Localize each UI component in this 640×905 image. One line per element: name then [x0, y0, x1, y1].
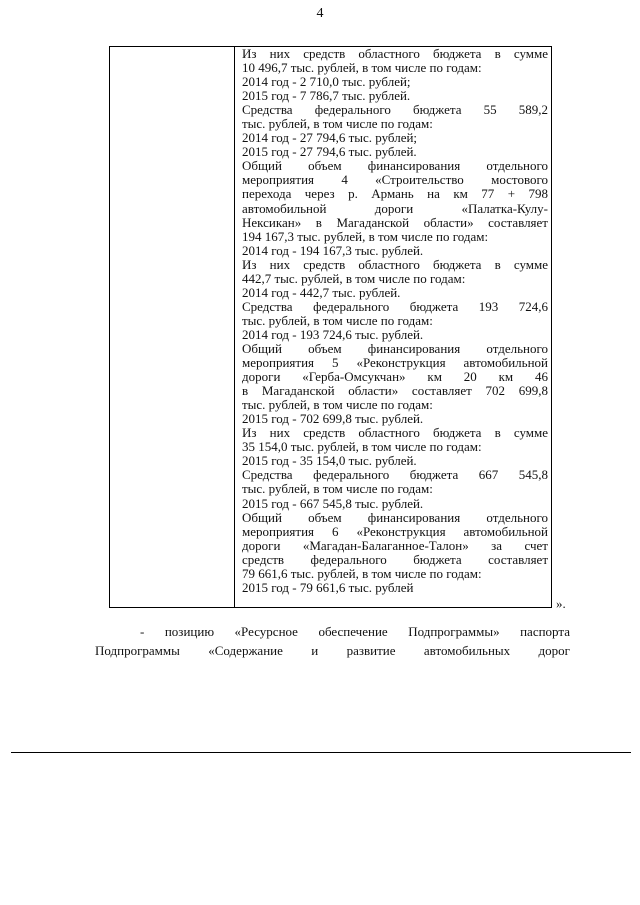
table-cell-line: 2015 год - 7 786,7 тыс. рублей. [242, 88, 411, 104]
table-cell-line: перехода через р. Армань на км 77 + 798 [242, 186, 548, 202]
table-cell-line: Общий объем финансирования отдельного [242, 509, 548, 525]
table-cell-line: Нексикан» в Магаданской области» составляет [242, 214, 548, 230]
table-cell-line: Из них средств областного бюджета в сумме [242, 425, 548, 441]
table-cell-line: Средства федерального бюджета 667 545,8 [242, 467, 548, 483]
table-cell-line: дороги «Герба-Омсукчан» км 20 км 46 [242, 369, 548, 385]
paragraph-line-1: - позицию «Ресурсное обеспечение Подпрограммы» паспорта [140, 624, 570, 639]
resource-table [109, 46, 552, 608]
table-cell-line: 79 661,6 тыс. рублей, в том числе по годам: [242, 565, 482, 581]
table-cell-line: автомобильной дороги «Палатка-Кулу- [242, 200, 548, 216]
table-cell-line: 10 496,7 тыс. рублей, в том числе по годам: [242, 60, 482, 76]
paragraph-line-2: Подпрограммы «Содержание и развитие автомобильных дорог [95, 643, 570, 658]
table-cell-line: тыс. рублей, в том числе по годам: [242, 116, 433, 132]
table-cell-line: 2015 год - 27 794,6 тыс. рублей. [242, 144, 417, 160]
table-cell-line: тыс. рублей, в том числе по годам: [242, 481, 433, 497]
table-cell-line: Из них средств областного бюджета в сумме [242, 256, 548, 272]
table-cell-line: 2015 год - 702 699,8 тыс. рублей. [242, 411, 424, 427]
table-cell-line: Из них средств областного бюджета в сумме [242, 46, 548, 61]
table-column-divider [234, 47, 235, 607]
table-cell-line: 194 167,3 тыс. рублей, в том числе по годам: [242, 228, 489, 244]
table-cell-line: 442,7 тыс. рублей, в том числе по годам: [242, 270, 466, 286]
table-cell-line: мероприятия 4 «Строительство мостового [242, 172, 548, 188]
table-cell-line: Общий объем финансирования отдельного [242, 158, 548, 174]
table-cell-line: Общий объем финансирования отдельного [242, 340, 548, 356]
table-cell-line: 2015 год - 667 545,8 тыс. рублей. [242, 495, 424, 511]
table-cell-line: 2014 год - 27 794,6 тыс. рублей; [242, 130, 418, 146]
table-cell-line: 35 154,0 тыс. рублей, в том числе по годам: [242, 439, 482, 455]
footer-rule [11, 752, 631, 753]
page-number: 4 [316, 6, 324, 21]
table-cell-line: 2014 год - 194 167,3 тыс. рублей. [242, 242, 424, 258]
table-cell-line: в Магаданской области» составляет 702 699,8 [242, 383, 548, 399]
table-cell-line: Средства федерального бюджета 193 724,6 [242, 298, 548, 314]
table-cell-line: 2015 год - 79 661,6 тыс. рублей [242, 579, 414, 595]
closing-quote: ». [556, 596, 566, 611]
table-cell-line: 2015 год - 35 154,0 тыс. рублей. [242, 453, 417, 469]
table-cell-funding-text [242, 47, 548, 595]
table-cell-line: мероприятия 6 «Реконструкция автомобильной [242, 523, 548, 539]
table-cell-line: Средства федерального бюджета 55 589,2 [242, 102, 548, 118]
table-cell-line: 2014 год - 2 710,0 тыс. рублей; [242, 74, 411, 90]
table-cell-line: тыс. рублей, в том числе по годам: [242, 312, 433, 328]
table-cell-line: дороги «Магадан-Балаганное-Талон» за счет [242, 537, 548, 553]
table-cell-line: мероприятия 5 «Реконструкция автомобильной [242, 355, 548, 371]
table-cell-line: тыс. рублей, в том числе по годам: [242, 397, 433, 413]
table-cell-line: 2014 год - 442,7 тыс. рублей. [242, 284, 401, 300]
table-cell-line: средств федерального бюджета составляет [242, 551, 548, 567]
table-cell-line: 2014 год - 193 724,6 тыс. рублей. [242, 326, 424, 342]
